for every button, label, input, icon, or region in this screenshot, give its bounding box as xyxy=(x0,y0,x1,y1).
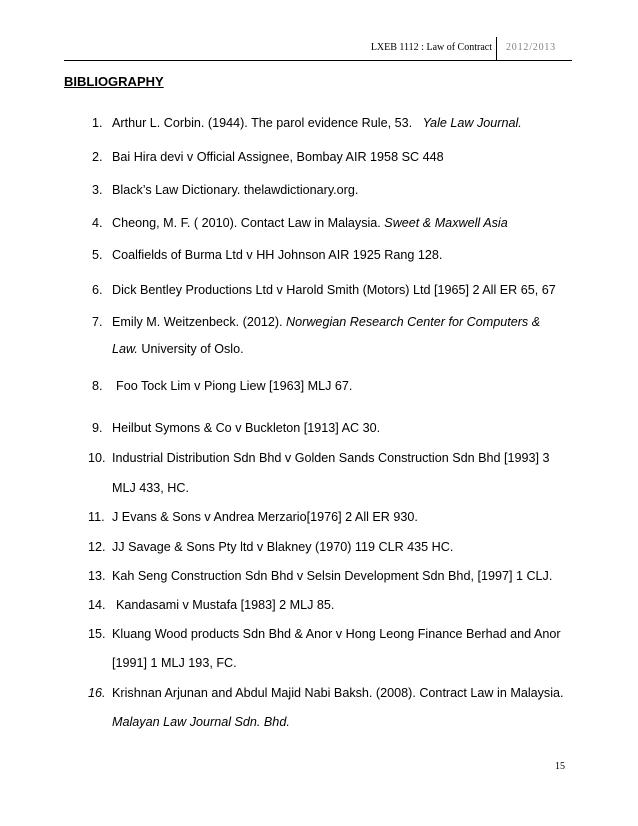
entry-number: 1. xyxy=(92,116,103,130)
entry-number: 6. xyxy=(92,283,103,297)
entry-text: Coalfields of Burma Ltd v HH Johnson AIR 1925 Rang 128. xyxy=(112,248,443,262)
entry-text: Kluang Wood products Sdn Bhd & Anor v Hong Leong Finance Berhad and Anor xyxy=(112,627,561,641)
entry-text: Cheong, M. F. ( 2010). Contact Law in Malaysia. Sweet & Maxwell Asia xyxy=(112,216,508,230)
page-number: 15 xyxy=(555,761,565,772)
entry-number: 12. xyxy=(88,540,106,554)
entry-text: Kah Seng Construction Sdn Bhd v Selsin Development Sdn Bhd, [1997] 1 CLJ. xyxy=(112,569,553,583)
page-title: BIBLIOGRAPHY xyxy=(64,74,164,89)
entry-text: Malayan Law Journal Sdn. Bhd. xyxy=(112,715,290,729)
entry-text: Heilbut Symons & Co v Buckleton [1913] AC 30. xyxy=(112,421,381,435)
header-course-title: LXEB 1112 : Law of Contract xyxy=(370,42,492,53)
entry-number: 14. xyxy=(88,598,106,612)
entry-text: [1991] 1 MLJ 193, FC. xyxy=(112,656,237,670)
entry-text: J Evans & Sons v Andrea Merzario[1976] 2 All ER 930. xyxy=(112,510,418,524)
entry-text: MLJ 433, HC. xyxy=(112,481,189,495)
entry-number: 8. xyxy=(92,379,103,393)
entry-text: Foo Tock Lim v Piong Liew [1963] MLJ 67. xyxy=(116,379,353,393)
entry-text: JJ Savage & Sons Pty ltd v Blakney (1970) 119 CLR 435 HC. xyxy=(112,540,454,554)
entry-text: Krishnan Arjunan and Abdul Majid Nabi Baksh. (2008). Contract Law in Malaysia. xyxy=(112,686,564,700)
entry-number: 15. xyxy=(88,627,106,641)
entry-text: Industrial Distribution Sdn Bhd v Golden Sands Construction Sdn Bhd [1993] 3 xyxy=(112,451,550,465)
header-academic-year: 2012/2013 xyxy=(506,42,556,53)
entry-text: Emily M. Weitzenbeck. (2012). Norwegian Research Center for Computers & xyxy=(112,315,541,329)
entry-text: Black’s Law Dictionary. thelawdictionary.org. xyxy=(112,183,359,197)
entry-text: Dick Bentley Productions Ltd v Harold Smith (Motors) Ltd [1965] 2 All ER 65, 67 xyxy=(112,283,556,297)
entry-number: 5. xyxy=(92,248,103,262)
entry-text: Arthur L. Corbin. (1944). The parol evidence Rule, 53. Yale Law Journal. xyxy=(112,116,522,130)
entry-number: 3. xyxy=(92,183,103,197)
entry-number: 16. xyxy=(88,686,106,700)
entry-number: 13. xyxy=(88,569,106,583)
entry-number: 10. xyxy=(88,451,106,465)
entry-number: 11. xyxy=(88,510,105,524)
entry-number: 2. xyxy=(92,150,103,164)
entry-number: 9. xyxy=(92,421,103,435)
entry-text: Bai Hira devi v Official Assignee, Bombay AIR 1958 SC 448 xyxy=(112,150,444,164)
entry-number: 4. xyxy=(92,216,103,230)
entry-text: Law. University of Oslo. xyxy=(112,342,244,356)
entry-number: 7. xyxy=(92,315,103,329)
entry-text: Kandasami v Mustafa [1983] 2 MLJ 85. xyxy=(116,598,335,612)
